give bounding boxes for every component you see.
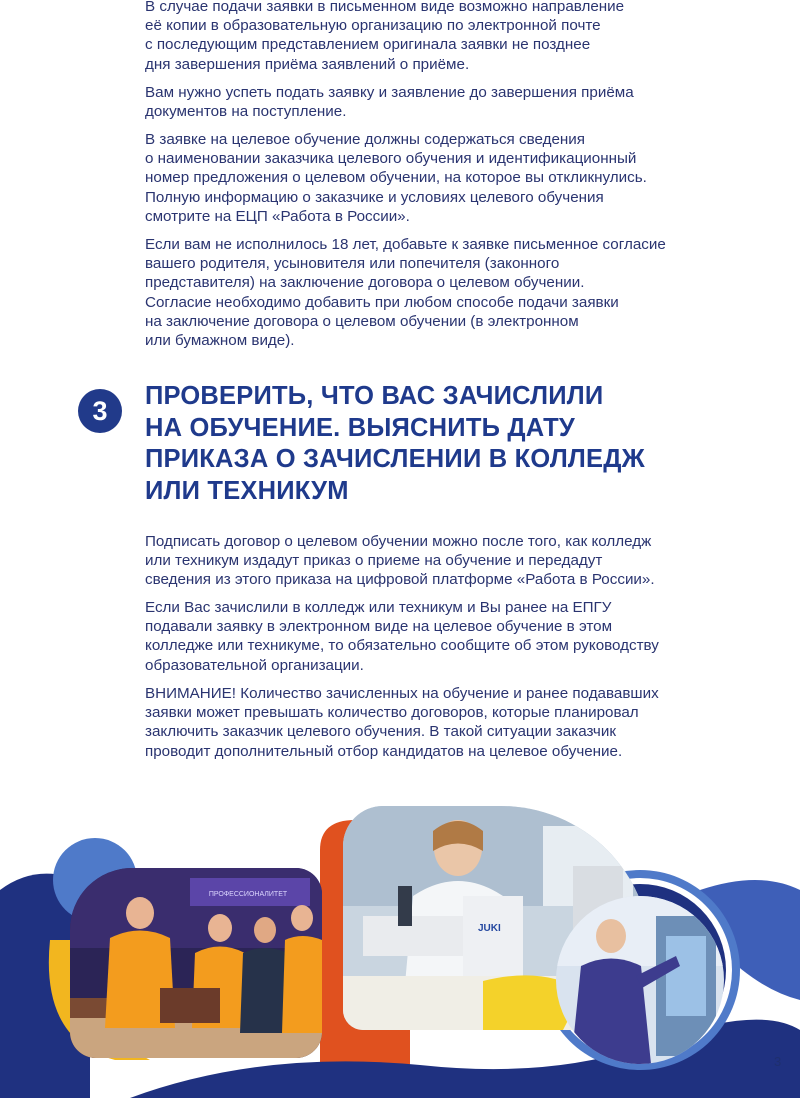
paragraph-deadline: Вам нужно успеть подать заявку и заявление до завершения приёма документов на поступление. — [145, 84, 634, 121]
paragraph-parent-consent: Если вам не исполнилось 18 лет, добавьте к заявке письменное согласие вашего родителя, усыновителя или попечителя (законного представителя) на заключение договора о целевом обучении. Согласие необходимо добавить при любом способе подачи заявки на заключение договора о целевом обучении (в электронном или бумажном виде). — [145, 236, 666, 350]
paragraph-application-content: В заявке на целевое обучение должны содержаться сведения о наименовании заказчика целевого обучения и идентификационный номер предложения о целевом обучении, на которое вы откликнулись. Полную информацию о заказчике и условиях целевого обучения смотрите на ЕЦП «Работа в России». — [145, 131, 647, 225]
photo-workshop-students — [70, 868, 322, 1058]
photo-sign-text: ПРОФЕССИОНАЛИТЕТ — [208, 891, 288, 898]
paragraph-attention: ВНИМАНИЕ! Количество зачисленных на обучение и ранее подававших заявки может превышать количество договоров, которые планировал заключить заказчик целевого обучения. В такой ситуации заказчик проводит дополнительный отбор кандидатов на целевое обучение. — [145, 685, 659, 760]
step-number-badge: 3 — [78, 389, 122, 433]
step-heading: ПРОВЕРИТЬ, ЧТО ВАС ЗАЧИСЛИЛИ НА ОБУЧЕНИЕ. ВЫЯСНИТЬ ДАТУ ПРИКАЗА О ЗАЧИСЛЕНИИ В КОЛЛЕДЖ ИЛИ ТЕХНИКУМ — [145, 382, 645, 505]
machine-brand-label: JUKI — [478, 923, 501, 934]
paragraph-epgu-notice: Если Вас зачислили в колледж или техникум и Вы ранее на ЕПГУ подавали заявку в электронном виде на целевое обучение в этом колледже или техникуме, то обязательно сообщите об этом руководству образовательной организации. — [145, 599, 659, 674]
page-number: 3 — [774, 1054, 782, 1069]
paragraph-submission-copy: В случае подачи заявки в письменном виде возможно направление её копии в образовательную организацию по электронной почте с последующим представлением оригинала заявки не позднее дня завершения приёма заявлений о приёме. — [145, 0, 625, 73]
photo-lab-student — [556, 896, 724, 1064]
paragraph-contract-signing: Подписать договор о целевом обучении можно после того, как колледж или техникум издадут приказ о приеме на обучение и передадут сведения из этого приказа на цифровой платформе «Работа в России». — [145, 533, 655, 589]
